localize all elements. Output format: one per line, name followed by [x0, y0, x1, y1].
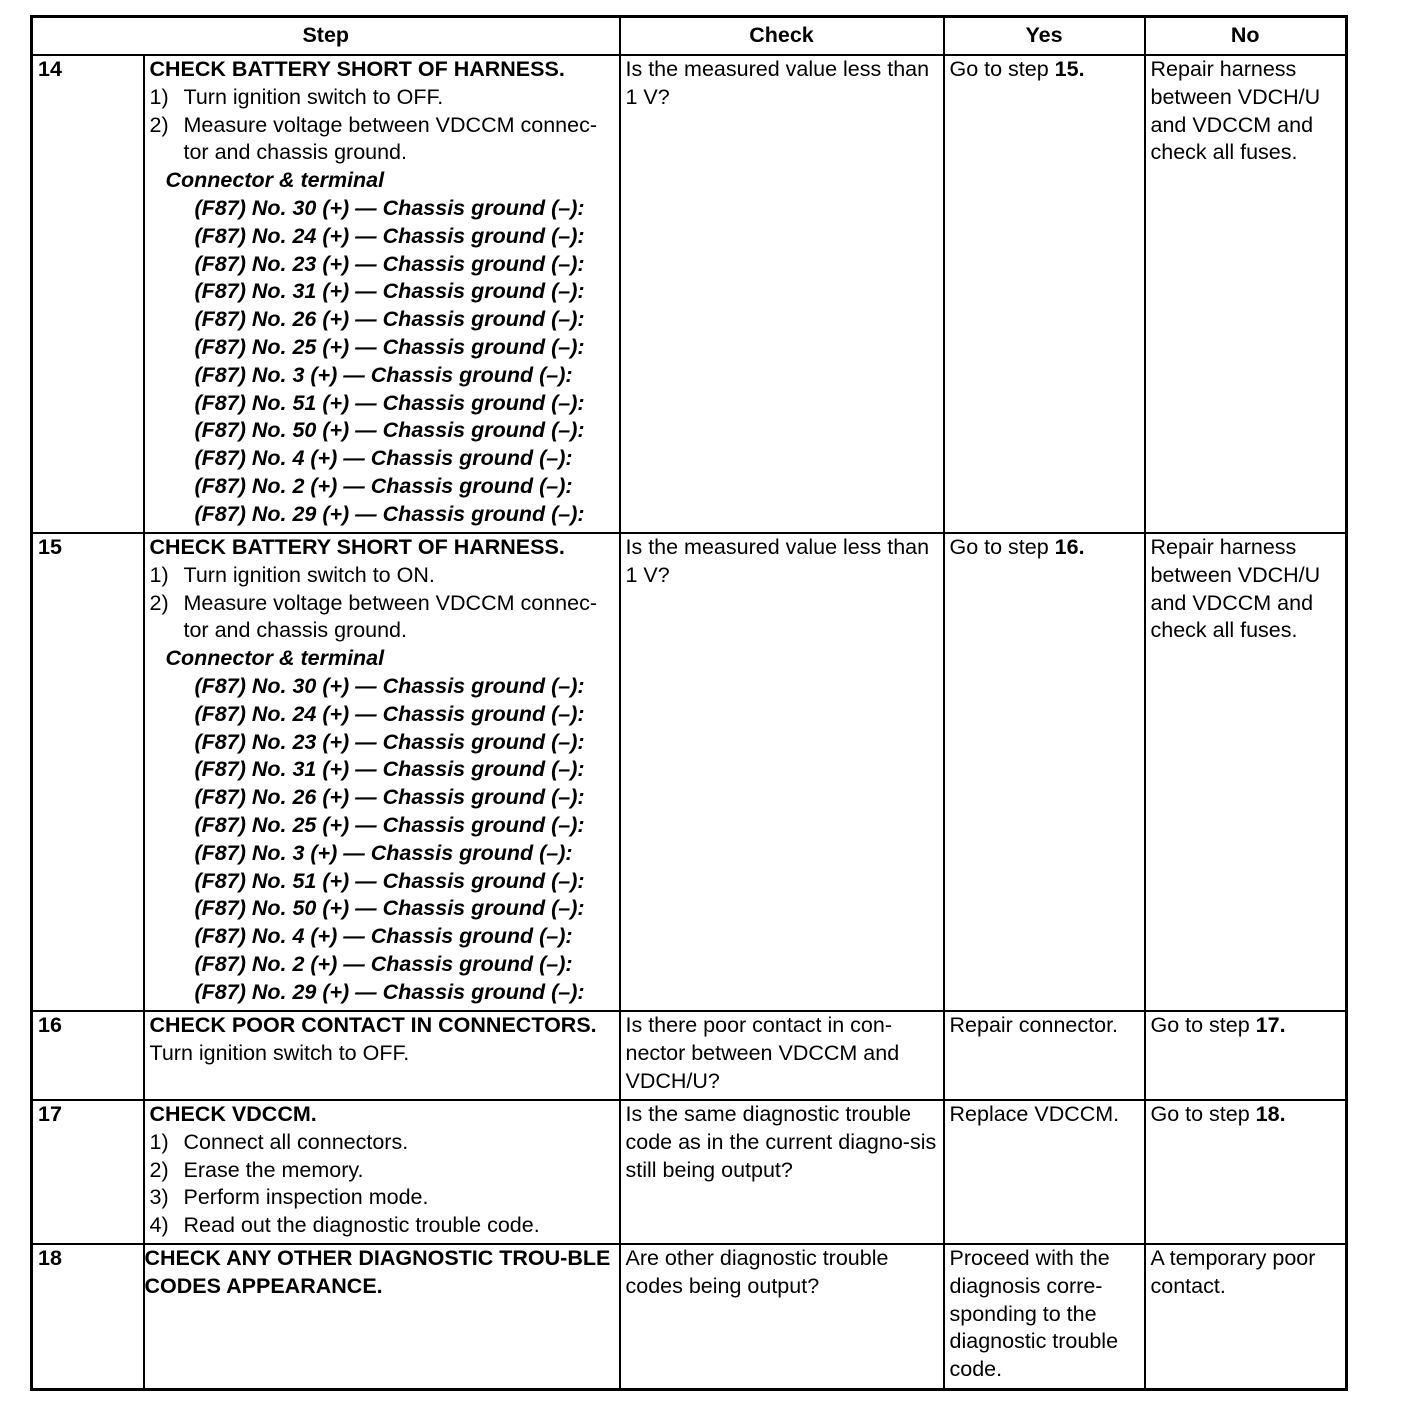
no-cell: A temporary poor contact. [1145, 1244, 1347, 1389]
list-item: 4) Read out the diagnostic trouble code. [149, 1213, 540, 1238]
step-title: CHECK POOR CONTACT IN CONNECTORS. [149, 1013, 597, 1037]
step-title: CHECK ANY OTHER DIAGNOSTIC TROU-BLE CODES APPEARANCE. [144, 1246, 611, 1298]
no-cell: Repair harness between VDCH/U and VDCCM and check all fuses. [1145, 533, 1347, 1011]
table-row [32, 1244, 1347, 1389]
list-item: 3) Perform inspection mode. [149, 1185, 429, 1210]
terminal-line: (F87) No. 29 (+) — Chassis ground (–): [194, 979, 585, 1004]
step-cell [144, 533, 620, 1011]
table-row [32, 55, 1347, 533]
terminal-line: (F87) No. 50 (+) — Chassis ground (–): [194, 896, 585, 921]
terminal-line: (F87) No. 4 (+) — Chassis ground (–): [194, 446, 573, 471]
no-cell: Repair harness between VDCH/U and VDCCM and check all fuses. [1145, 55, 1347, 533]
terminal-line: (F87) No. 23 (+) — Chassis ground (–): [194, 729, 585, 754]
header-no: No [1145, 17, 1347, 56]
step-number: 15 [32, 533, 144, 1011]
check-cell: Is the measured value less than 1 V? [620, 533, 944, 1011]
yes-cell: Go to step 16. [944, 533, 1145, 1011]
terminal-line: (F87) No. 26 (+) — Chassis ground (–): [194, 785, 585, 810]
terminal-line: (F87) No. 24 (+) — Chassis ground (–): [194, 701, 585, 726]
list-item: 1) Turn ignition switch to OFF. [149, 84, 444, 109]
header-yes: Yes [944, 17, 1145, 56]
yes-cell: Replace VDCCM. [944, 1100, 1145, 1244]
step-number: 17 [32, 1100, 144, 1244]
step-number: 18 [32, 1244, 144, 1389]
terminal-line: (F87) No. 50 (+) — Chassis ground (–): [194, 418, 585, 443]
terminal-line: (F87) No. 26 (+) — Chassis ground (–): [194, 307, 585, 332]
list-item: 2) Erase the memory. [149, 1157, 364, 1182]
header-row [32, 17, 1347, 56]
terminal-line: (F87) No. 2 (+) — Chassis ground (–): [194, 473, 573, 498]
step-cell [144, 55, 620, 533]
no-cell: Go to step 17. [1145, 1011, 1347, 1100]
table-row [32, 1011, 1347, 1100]
step-title: CHECK BATTERY SHORT OF HARNESS. [149, 57, 565, 81]
step-title: CHECK VDCCM. [149, 1102, 317, 1126]
step-cell [144, 1244, 620, 1389]
terminal-line: (F87) No. 30 (+) — Chassis ground (–): [194, 673, 585, 698]
step-title: CHECK BATTERY SHORT OF HARNESS. [149, 535, 565, 559]
step-cell [144, 1100, 620, 1244]
step-number: 16 [32, 1011, 144, 1100]
table-row [32, 1100, 1347, 1244]
terminal-line: (F87) No. 3 (+) — Chassis ground (–): [194, 840, 573, 865]
terminal-line: (F87) No. 4 (+) — Chassis ground (–): [194, 924, 573, 949]
terminal-line: (F87) No. 23 (+) — Chassis ground (–): [194, 251, 585, 276]
check-cell: Is the measured value less than 1 V? [620, 55, 944, 533]
diagnostic-table [30, 15, 1348, 1391]
yes-cell: Repair connector. [944, 1011, 1145, 1100]
yes-cell: Go to step 15. [944, 55, 1145, 533]
terminal-line: (F87) No. 2 (+) — Chassis ground (–): [194, 951, 573, 976]
table-row [32, 533, 1347, 1011]
terminal-line: (F87) No. 25 (+) — Chassis ground (–): [194, 334, 585, 359]
terminal-line: (F87) No. 29 (+) — Chassis ground (–): [194, 501, 585, 526]
check-cell: Is the same diagnostic trouble code as in the current diagno-sis still being output? [620, 1100, 944, 1244]
terminal-line: (F87) No. 31 (+) — Chassis ground (–): [194, 757, 585, 782]
no-cell: Go to step 18. [1145, 1100, 1347, 1244]
list-item: 2) Measure voltage between VDCCM connec-tor and chassis ground. [149, 112, 597, 165]
terminal-line: (F87) No. 51 (+) — Chassis ground (–): [194, 868, 585, 893]
step-text: Turn ignition switch to OFF. [149, 1040, 410, 1065]
yes-cell: Proceed with the diagnosis corre-sponding to the diagnostic trouble code. [944, 1244, 1145, 1389]
connector-label: Connector & terminal [165, 646, 385, 671]
list-item: 2) Measure voltage between VDCCM connec-tor and chassis ground. [149, 590, 597, 643]
terminal-line: (F87) No. 24 (+) — Chassis ground (–): [194, 223, 585, 248]
connector-label: Connector & terminal [165, 168, 385, 193]
header-check: Check [620, 17, 944, 56]
terminal-line: (F87) No. 30 (+) — Chassis ground (–): [194, 195, 585, 220]
list-item: 1) Turn ignition switch to ON. [149, 562, 435, 587]
terminal-line: (F87) No. 31 (+) — Chassis ground (–): [194, 279, 585, 304]
step-cell [144, 1011, 620, 1100]
check-cell: Is there poor contact in con-nector between VDCCM and VDCH/U? [620, 1011, 944, 1100]
terminal-line: (F87) No. 25 (+) — Chassis ground (–): [194, 812, 585, 837]
list-item: 1) Connect all connectors. [149, 1129, 409, 1154]
header-step: Step [32, 17, 620, 56]
check-cell: Are other diagnostic trouble codes being output? [620, 1244, 944, 1389]
step-number: 14 [32, 55, 144, 533]
terminal-line: (F87) No. 51 (+) — Chassis ground (–): [194, 390, 585, 415]
terminal-line: (F87) No. 3 (+) — Chassis ground (–): [194, 362, 573, 387]
